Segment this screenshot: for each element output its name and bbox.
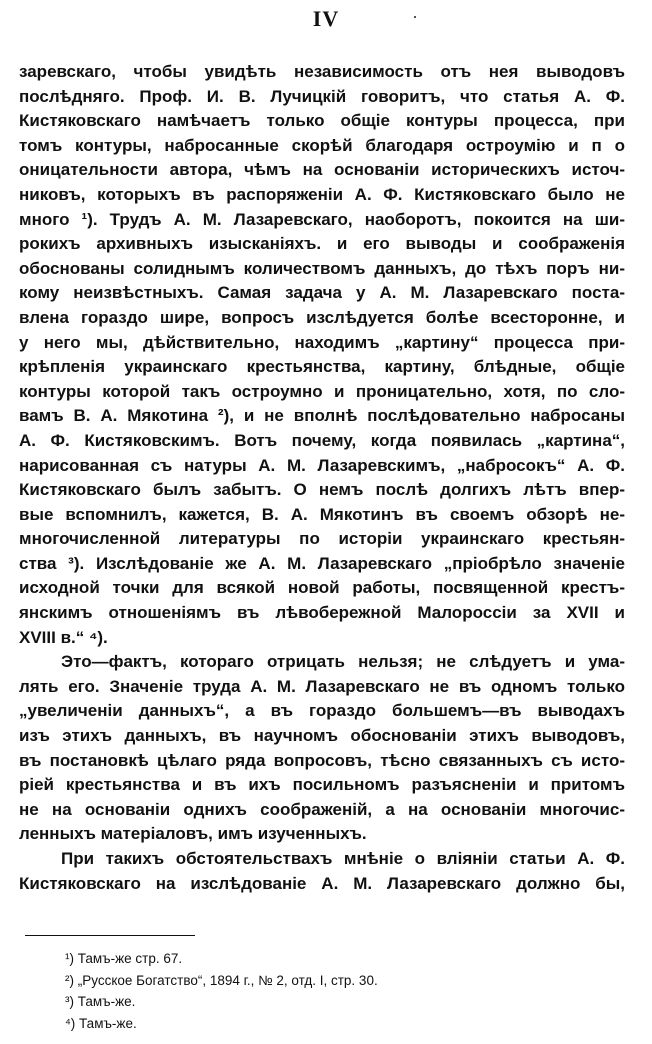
text-line: влена гораздо шире, вопросъ изслѣдуется болѣе всесторонне, и xyxy=(19,307,625,327)
text-line: многочисленной литературы по исторіи украинскаго крестьян- xyxy=(19,529,625,549)
text-line: рокихъ архивныхъ изысканіяхъ. и его выводы и соображенія xyxy=(19,234,625,254)
text-line: ріей крестьянства и въ ихъ посильномъ разъясненіи и притомъ xyxy=(19,775,625,795)
text-line: Кистяковскаго былъ забытъ. О немъ послѣ долгихъ лѣтъ впер- xyxy=(19,480,625,500)
text-line: у него мы, дѣйствительно, находимъ „картину“ процесса при- xyxy=(19,332,625,352)
page-number: IV xyxy=(312,6,340,31)
text-line: много ¹). Трудъ А. М. Лазаревскаго, наоборотъ, покоится на ши- xyxy=(19,209,625,229)
text-line: оницательности автора, чѣмъ на основаніи историческихъ источ- xyxy=(19,160,625,180)
text-line: въ постановкѣ цѣлаго ряда вопросовъ, тѣсно связанныхъ съ исто- xyxy=(19,750,625,770)
text-line: вамъ В. А. Мякотина ²), и не вполнѣ послѣдовательно набросаны xyxy=(19,406,625,426)
paragraph-1 xyxy=(19,60,625,650)
text-line: контуры которой такъ остроумно и проницательно, хотя, по сло- xyxy=(19,381,625,401)
text-line: кому неизвѣстныхъ. Самая задача у А. М. Лазаревскаго поста- xyxy=(19,283,625,303)
footnote: ³) Тамъ-же. xyxy=(65,994,136,1010)
footnotes xyxy=(65,948,605,1034)
footnote: ⁴) Тамъ-же. xyxy=(65,1015,137,1031)
text-line: не на основаніи однихъ соображеній, а на основаніи многочис- xyxy=(19,799,625,819)
text-line: обоснованы солиднымъ количествомъ данныхъ, до тѣхъ поръ ни- xyxy=(19,258,625,278)
text-line: послѣдняго. Проф. И. В. Лучицкій говоритъ, что статья А. Ф. xyxy=(19,86,625,106)
text-line: заревскаго, чтобы увидѣть независимость отъ нея выводовъ xyxy=(19,62,625,81)
body-text xyxy=(19,60,625,896)
footnote: ¹) Тамъ-же стр. 67. xyxy=(65,951,183,966)
text-line: изъ этихъ данныхъ, въ научномъ обоснованіи этихъ выводовъ, xyxy=(19,726,625,746)
text-line: При такихъ обстоятельствахъ мнѣніе о вліяніи статьи А. Ф. xyxy=(61,849,625,868)
text-line: Кистяковскаго на изслѣдованіе А. М. Лазаревскаго должно бы, xyxy=(19,873,625,893)
text-line: вые вспомнилъ, кажется, В. А. Мякотинъ въ своемъ обзорѣ не- xyxy=(19,504,625,524)
text-line: Кистяковскаго намѣчаетъ только общіе контуры процесса, при xyxy=(19,111,625,131)
footnote: ²) „Русское Богатство“, 1894 г., № 2, отд. I, стр. 30. xyxy=(65,972,378,988)
text-line: нарисованная съ натуры А. М. Лазаревскимъ, „набросокъ“ А. Ф. xyxy=(19,455,625,475)
paragraph-3 xyxy=(19,847,625,896)
print-speck xyxy=(414,16,416,18)
text-line: лять его. Значеніе труда А. М. Лазаревскаго не въ одномъ только xyxy=(19,676,625,696)
text-line: Это—фактъ, котораго отрицать нельзя; не слѣдуетъ и ума- xyxy=(61,652,625,672)
text-line: никовъ, которыхъ въ распоряженіи А. Ф. Кистяковскаго было не xyxy=(19,184,625,204)
text-line: XVIII в.“ ⁴). xyxy=(19,627,108,647)
text-line: исходной точки для всякой новой работы, посвященной крестъ- xyxy=(19,578,625,598)
text-line: ства ³). Изслѣдованіе же А. М. Лазаревскаго „пріобрѣло значеніе xyxy=(19,553,625,573)
paragraph-2 xyxy=(19,650,625,847)
text-line: А. Ф. Кистяковскимъ. Вотъ почему, когда появилась „картина“, xyxy=(19,430,625,450)
text-line: ленныхъ матеріаловъ, имъ изученныхъ. xyxy=(19,824,367,844)
text-line: янскимъ отношеніямъ въ лѣвобережной Малороссіи за XVII и xyxy=(19,603,625,623)
text-line: „увеличеніи данныхъ“, а въ гораздо большемъ—въ выводахъ xyxy=(19,701,625,721)
text-line: крѣпленія украинскаго крестьянства, картину, блѣдные, общіе xyxy=(19,357,625,377)
text-line: томъ контуры, набросанные скорѣй благодаря остроумію и п о xyxy=(19,135,625,155)
footnote-divider xyxy=(25,935,195,936)
